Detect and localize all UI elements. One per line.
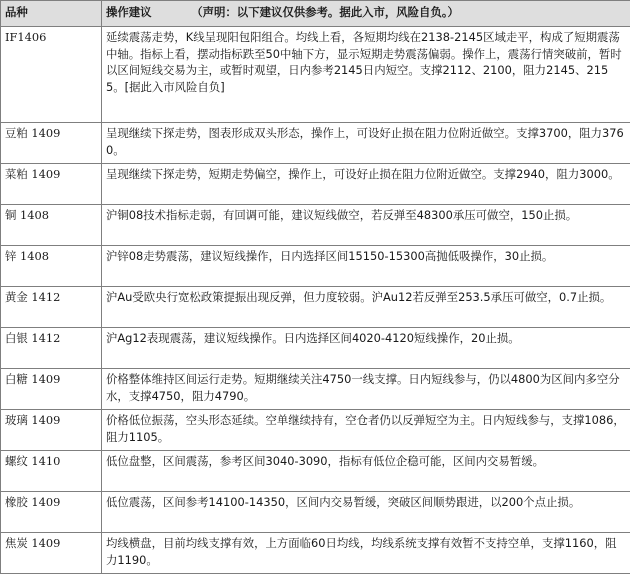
table-header	[1, 1, 630, 27]
table-row	[1, 533, 630, 574]
advice-cell: 价格低位振荡，空头形态延续。空单继续持有，空仓者仍以反弹短空为主。日内短线参与，支撑1086，阻力1105。	[102, 410, 630, 451]
advice-cell: 沪Ag12表现震荡，建议短线操作。日内选择区间4020-4120短线操作，20止损。	[102, 328, 630, 369]
table-row	[1, 369, 630, 410]
table-body	[1, 27, 630, 574]
header-disclaimer: （声明：以下建议仅供参考。据此入市，风险自负。）	[191, 5, 459, 19]
advice-cell: 低位震荡，区间参考14100-14350，区间内交易暂缓，突破区间顺势跟进，以200个点止损。	[102, 492, 630, 533]
table-row	[1, 451, 630, 492]
variety-cell: 白银 1412	[1, 328, 102, 369]
variety-cell: 豆粕 1409	[1, 123, 102, 164]
variety-cell: 黄金 1412	[1, 287, 102, 328]
variety-cell: 螺纹 1410	[1, 451, 102, 492]
variety-cell: 锌 1408	[1, 246, 102, 287]
variety-cell: 橡胶 1409	[1, 492, 102, 533]
advice-cell: 均线横盘，目前均线支撑有效，上方面临60日均线，均线系统支撑有效暂不支持空单，支撑1160，阻力1190。	[102, 533, 630, 574]
advice-cell: 呈现继续下探走势，图表形成双头形态，操作上，可设好止损在阻力位附近做空。支撑3700，阻力3760。	[102, 123, 630, 164]
table-row	[1, 410, 630, 451]
table-row	[1, 246, 630, 287]
table-row	[1, 492, 630, 533]
table-row	[1, 287, 630, 328]
advice-cell: 延续震荡走势，K线呈现阳包阳组合。均线上看，各短期均线在2138-2145区域走平，构成了短期震荡中轴。指标上看，摆动指标跌至50中轴下方，显示短期走势震荡偏弱。操作上，震荡行情突破前，暂时以区间短线交易为主，或暂时观望，日内参考2145日内短空。支撑2112、2100，阻力2145、2155。[据此入市风险自负]	[102, 27, 630, 123]
advice-cell: 低位盘整，区间震荡，参考区间3040-3090，指标有低位企稳可能，区间内交易暂缓。	[102, 451, 630, 492]
advice-cell: 呈现继续下探走势，短期走势偏空，操作上，可设好止损在阻力位附近做空。支撑2940，阻力3000。	[102, 164, 630, 205]
table-row	[1, 328, 630, 369]
variety-cell: 铜 1408	[1, 205, 102, 246]
table-row	[1, 27, 630, 123]
advice-cell: 沪Au受欧央行宽松政策提振出现反弹，但力度较弱。沪Au12若反弹至253.5承压可做空，0.7止损。	[102, 287, 630, 328]
variety-cell: 焦炭 1409	[1, 533, 102, 574]
variety-cell: 玻璃 1409	[1, 410, 102, 451]
table-row	[1, 205, 630, 246]
variety-cell: IF1406	[1, 27, 102, 123]
variety-cell: 菜粕 1409	[1, 164, 102, 205]
table-row	[1, 123, 630, 164]
advice-cell: 沪锌08走势震荡，建议短线操作，日内选择区间15150-15300高抛低吸操作，30止损。	[102, 246, 630, 287]
advice-cell: 沪铜08技术指标走弱，有回调可能，建议短线做空，若反弹至48300承压可做空，150止损。	[102, 205, 630, 246]
header-advice-cell	[102, 1, 630, 27]
variety-cell: 白糖 1409	[1, 369, 102, 410]
table-row	[1, 164, 630, 205]
header-row	[1, 1, 630, 27]
header-variety: 品种	[1, 1, 102, 27]
header-advice: 操作建议	[106, 5, 152, 19]
advice-cell: 价格整体维持区间运行走势。短期继续关注4750一线支撑。日内短线参与，仍以4800为区间内多空分水，支撑4750，阻力4790。	[102, 369, 630, 410]
